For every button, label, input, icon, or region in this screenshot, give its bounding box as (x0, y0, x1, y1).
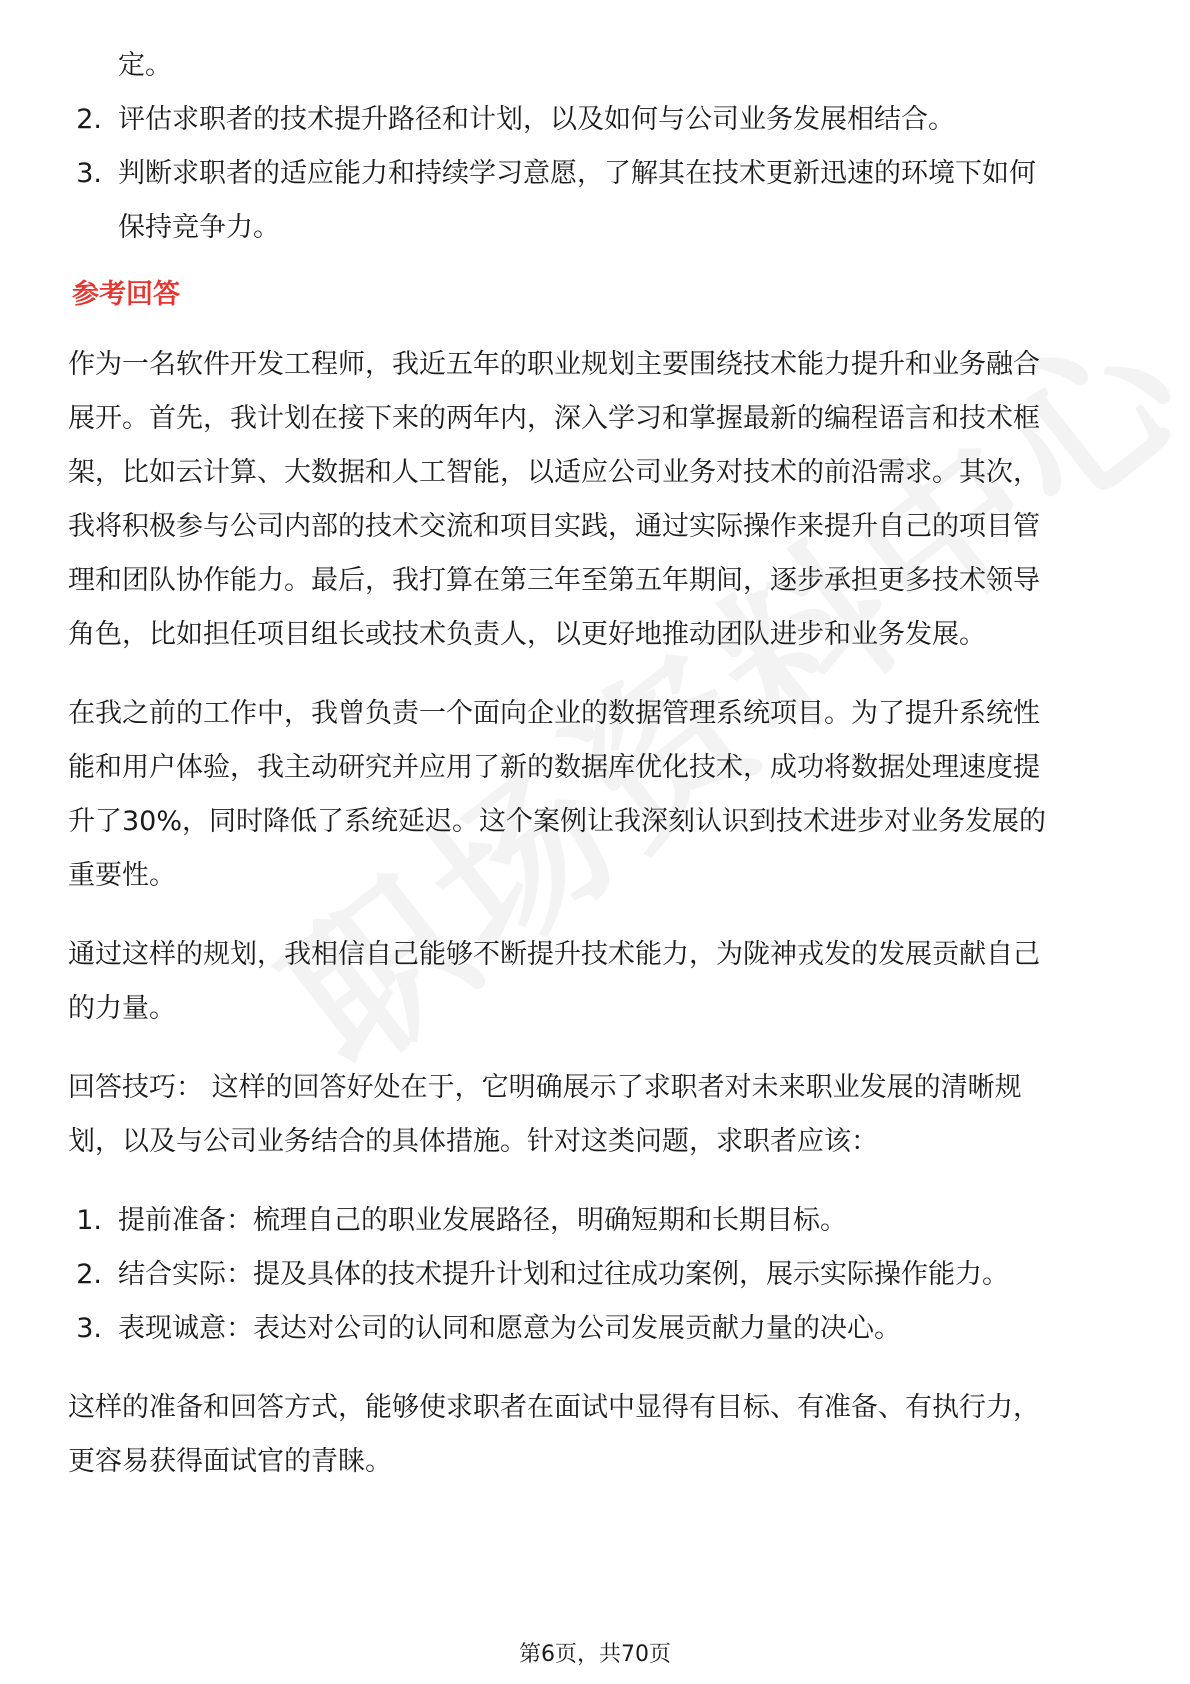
list-item-number: 2. (76, 1259, 102, 1290)
paragraph-line: 通过这样的规划，我相信自己能够不断提升技术能力，为陇神戎发的发展贡献自己 (68, 939, 1040, 970)
paragraph-line: 重要性。 (68, 860, 176, 891)
list-item-text: 判断求职者的适应能力和持续学习意愿，了解其在技术更新迅速的环境下如何 (118, 158, 1036, 189)
list-item-text: 保持竞争力。 (118, 212, 280, 243)
paragraph-line: 角色，比如担任项目组长或技术负责人，以更好地推动团队进步和业务发展。 (68, 619, 986, 650)
paragraph-line: 理和团队协作能力。最后，我打算在第三年至第五年期间，逐步承担更多技术领导 (68, 565, 1040, 596)
list-item-text: 结合实际：提及具体的技术提升计划和过往成功案例，展示实际操作能力。 (118, 1259, 1009, 1290)
list-item-text: 提前准备：梳理自己的职业发展路径，明确短期和长期目标。 (118, 1205, 847, 1236)
paragraph-line: 升了30%，同时降低了系统延迟。这个案例让我深刻认识到技术进步对业务发展的 (68, 806, 1047, 837)
paragraph-line: 在我之前的工作中，我曾负责一个面向企业的数据管理系统项目。为了提升系统性 (68, 698, 1040, 729)
list-item-continuation: 定。 (118, 50, 172, 81)
list-item-number: 1. (76, 1205, 102, 1236)
list-item-number: 3. (76, 158, 102, 189)
paragraph-line: 这样的准备和回答方式，能够使求职者在面试中显得有目标、有准备、有执行力， (68, 1392, 1040, 1423)
paragraph-line: 回答技巧： 这样的回答好处在于，它明确展示了求职者对未来职业发展的清晰规 (68, 1072, 1022, 1103)
list-item-number: 3. (76, 1313, 102, 1344)
paragraph-line: 更容易获得面试官的青睐。 (68, 1446, 392, 1477)
paragraph-line: 我将积极参与公司内部的技术交流和项目实践，通过实际操作来提升自己的项目管 (68, 511, 1040, 542)
list-item-text: 评估求职者的技术提升路径和计划，以及如何与公司业务发展相结合。 (118, 104, 955, 135)
paragraph-line: 能和用户体验，我主动研究并应用了新的数据库优化技术，成功将数据处理速度提 (68, 752, 1040, 783)
list-item-number: 2. (76, 104, 102, 135)
paragraph-line: 展开。首先，我计划在接下来的两年内，深入学习和掌握最新的编程语言和技术框 (68, 403, 1040, 434)
paragraph-line: 的力量。 (68, 993, 176, 1024)
paragraph-line: 作为一名软件开发工程师，我近五年的职业规划主要围绕技术能力提升和业务融合 (68, 349, 1040, 380)
list-item-text: 表现诚意：表达对公司的认同和愿意为公司发展贡献力量的决心。 (118, 1313, 901, 1344)
section-heading: 参考回答 (72, 279, 180, 310)
paragraph-line: 划，以及与公司业务结合的具体措施。针对这类问题，求职者应该： (68, 1126, 878, 1157)
page-number: 第6页，共70页 (519, 1642, 671, 1667)
paragraph-line: 架，比如云计算、大数据和人工智能，以适应公司业务对技术的前沿需求。其次， (68, 457, 1040, 488)
